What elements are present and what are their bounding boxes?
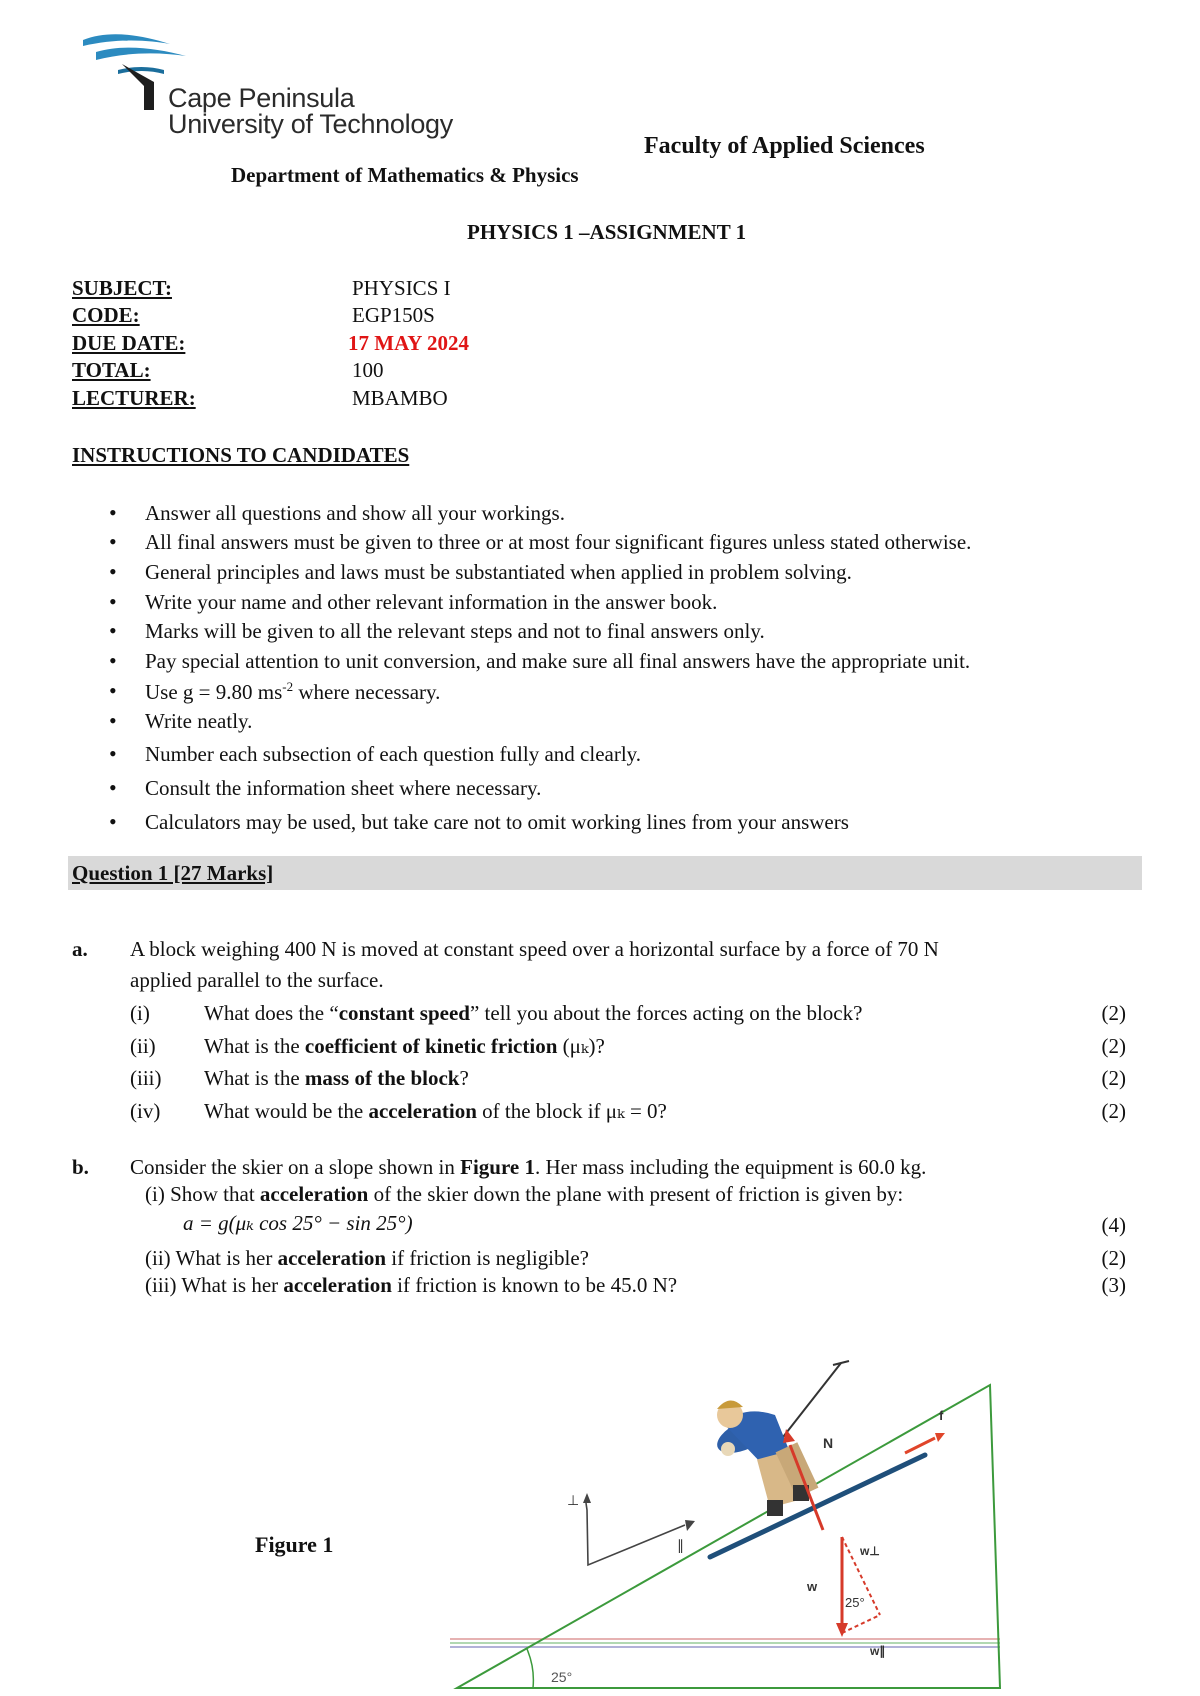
weight-angle-label: 25° bbox=[845, 1595, 865, 1610]
part-a-sub-num: (iv) bbox=[130, 1099, 161, 1123]
skier-figure bbox=[445, 1345, 1005, 1695]
part-a-label: a. bbox=[72, 937, 88, 961]
sub-text-pre: What does the “ bbox=[204, 1001, 339, 1025]
university-logo bbox=[78, 26, 478, 156]
part-a-sub-num: (i) bbox=[130, 1001, 150, 1025]
meta-label-total: TOTAL: bbox=[72, 358, 151, 382]
marks: (2) bbox=[1101, 1246, 1126, 1270]
instruction-item: • Calculators may be used, but take care not to omit working lines from your answers bbox=[145, 810, 849, 835]
sub-text-pre: What is the bbox=[204, 1034, 305, 1058]
part-b-sub-text bbox=[145, 1246, 589, 1271]
part-a-text-line2: applied parallel to the surface. bbox=[130, 968, 384, 992]
meta-label-due-date: DUE DATE: bbox=[72, 331, 186, 355]
faculty-heading: Faculty of Applied Sciences bbox=[644, 133, 925, 159]
part-b-pre: Consider the skier on a slope shown in bbox=[130, 1155, 461, 1179]
marks: (2) bbox=[1101, 1034, 1126, 1058]
logo-line1: Cape Peninsula bbox=[168, 83, 355, 113]
sub-text-pre: What is the bbox=[204, 1066, 305, 1090]
part-a-sub-num: (ii) bbox=[130, 1034, 156, 1058]
instruction-item: • Pay special attention to unit conversion, and make sure all final answers have the appropriate unit. bbox=[145, 649, 970, 674]
part-b-text bbox=[130, 1155, 926, 1180]
logo-line2: University of Technology bbox=[168, 109, 453, 139]
part-a-text-line1: A block weighing 400 N is moved at constant speed over a horizontal surface by a force of 70 N bbox=[130, 937, 939, 961]
sub-text-pre: (i) Show that bbox=[145, 1182, 260, 1206]
instruction-item: • Number each subsection of each question fully and clearly. bbox=[145, 742, 641, 767]
weight-perp-label: w⊥ bbox=[860, 1544, 880, 1558]
perp-axis-label: ⊥ bbox=[567, 1492, 580, 1508]
part-a-sub-text bbox=[204, 1066, 469, 1091]
marks: (2) bbox=[1101, 1001, 1126, 1025]
sub-text-pre: (ii) What is her bbox=[145, 1246, 278, 1270]
marks: (2) bbox=[1101, 1099, 1126, 1123]
sub-text-pre: What would be the bbox=[204, 1099, 369, 1123]
weight-par-label: w∥ bbox=[870, 1644, 886, 1658]
instruction-item: • Consult the information sheet where necessary. bbox=[145, 776, 541, 801]
assignment-title: PHYSICS 1 –ASSIGNMENT 1 bbox=[467, 220, 747, 244]
instruction-item: • All final answers must be given to three or at most four significant figures unless stated otherwise. bbox=[145, 530, 971, 555]
part-b-sub-text bbox=[145, 1182, 903, 1207]
part-a-sub-text bbox=[204, 1001, 862, 1026]
sub-text-post: of the block if μₖ = 0? bbox=[476, 1099, 667, 1123]
meta-value-subject: PHYSICS I bbox=[352, 276, 451, 300]
sub-text-bold: mass of the block bbox=[304, 1066, 460, 1090]
meta-label-code: CODE: bbox=[72, 303, 140, 327]
par-axis-label: ∥ bbox=[677, 1537, 684, 1553]
part-a-sub-text bbox=[204, 1034, 605, 1059]
part-b-post: . Her mass including the equipment is 60.0 kg. bbox=[534, 1155, 927, 1179]
part-b-label: b. bbox=[72, 1155, 89, 1179]
meta-value-total: 100 bbox=[352, 358, 384, 382]
instruction-item: • Answer all questions and show all your workings. bbox=[145, 501, 565, 526]
question-1-heading: Question 1 [27 Marks] bbox=[72, 861, 274, 885]
sub-text-bold: acceleration bbox=[277, 1246, 387, 1270]
part-a-sub-text bbox=[204, 1099, 667, 1124]
sub-text-pre: (iii) What is her bbox=[145, 1273, 284, 1297]
base-angle-label: 25° bbox=[551, 1669, 573, 1685]
weight-label: w bbox=[807, 1579, 818, 1594]
sub-text-bold: coefficient of kinetic friction bbox=[304, 1034, 558, 1058]
sub-text-bold: constant speed bbox=[338, 1001, 470, 1025]
instruction-item: • Write neatly. bbox=[145, 709, 252, 734]
part-b-sub-text bbox=[145, 1273, 677, 1298]
sub-text-post: (μₖ)? bbox=[557, 1034, 605, 1058]
acceleration-formula: a = g(μₖ cos 25° − sin 25°) bbox=[183, 1211, 413, 1235]
sub-text-bold: acceleration bbox=[283, 1273, 392, 1297]
marks: (3) bbox=[1101, 1273, 1126, 1297]
sub-text-post: of the skier down the plane with present of friction is given by: bbox=[368, 1182, 904, 1206]
sub-text-bold: acceleration bbox=[368, 1099, 477, 1123]
instruction-item: • Write your name and other relevant information in the answer book. bbox=[145, 590, 717, 615]
instruction-g-sup: -2 bbox=[282, 679, 294, 694]
sub-text-bold: acceleration bbox=[259, 1182, 369, 1206]
department-heading: Department of Mathematics & Physics bbox=[231, 163, 579, 187]
marks: (2) bbox=[1101, 1066, 1126, 1090]
instruction-item: • General principles and laws must be substantiated when applied in problem solving. bbox=[145, 560, 852, 585]
instruction-g-text: Use g = 9.80 ms bbox=[145, 680, 283, 704]
sub-text-post: ? bbox=[459, 1066, 469, 1090]
meta-label-lecturer: LECTURER: bbox=[72, 386, 196, 410]
instructions-heading: INSTRUCTIONS TO CANDIDATES bbox=[72, 443, 410, 467]
sub-text-post: ” tell you about the forces acting on the block? bbox=[469, 1001, 863, 1025]
meta-value-code: EGP150S bbox=[352, 303, 435, 327]
sub-text-post: if friction is negligible? bbox=[386, 1246, 589, 1270]
instruction-item: • Marks will be given to all the relevant steps and not to final answers only. bbox=[145, 619, 765, 644]
instruction-item-gravity bbox=[145, 679, 440, 705]
friction-label: f bbox=[939, 1408, 944, 1423]
marks: (4) bbox=[1101, 1213, 1126, 1237]
meta-label-subject: SUBJECT: bbox=[72, 276, 172, 300]
meta-value-due-date: 17 MAY 2024 bbox=[348, 331, 469, 355]
part-b-bold: Figure 1 bbox=[460, 1155, 535, 1179]
instruction-g-tail: where necessary. bbox=[293, 680, 441, 704]
sub-text-post: if friction is known to be 45.0 N? bbox=[391, 1273, 678, 1297]
figure-caption: Figure 1 bbox=[255, 1532, 334, 1557]
part-a-sub-num: (iii) bbox=[130, 1066, 162, 1090]
normal-force-label: N bbox=[823, 1435, 834, 1451]
meta-value-lecturer: MBAMBO bbox=[352, 386, 448, 410]
